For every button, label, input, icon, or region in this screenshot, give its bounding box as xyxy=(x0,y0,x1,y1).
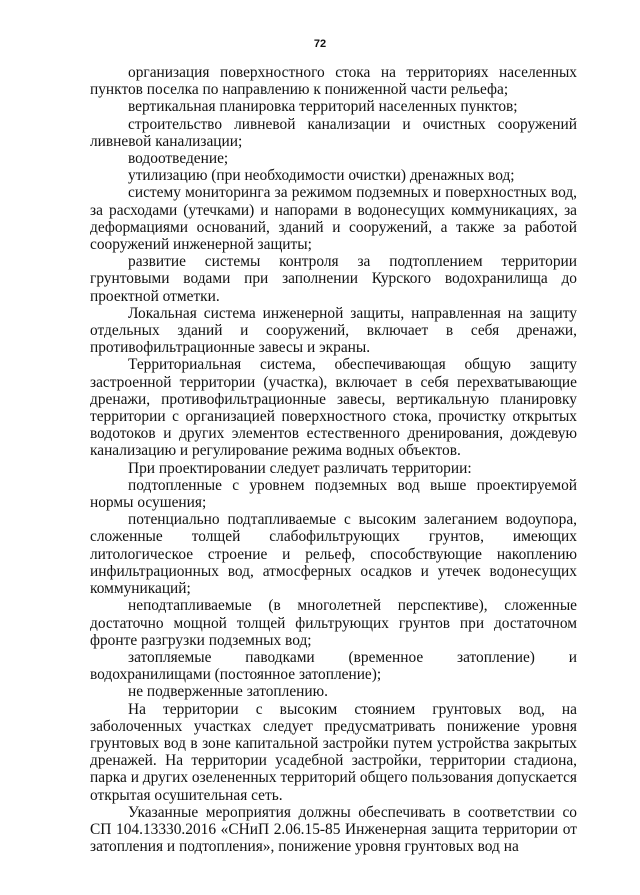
paragraph-4: водоотведение; xyxy=(128,150,229,168)
paragraph-8: Локальная система инженерной защиты, направленная на защиту отдельных зданий и сооружений, включает в себя дренажи, противофильтрационные завесы и экраны. xyxy=(90,304,577,357)
paragraph-5: утилизацию (при необходимости очистки) дренажных вод; xyxy=(128,167,515,185)
paragraph-14: затопляемые паводками (временное затопление) и водохранилищами (постоянное затопление); xyxy=(90,648,577,684)
paragraph-2: вертикальная планировка территорий населенных пунктов; xyxy=(128,98,518,116)
body-text xyxy=(90,64,577,855)
paragraph-15: не подверженные затоплению. xyxy=(128,683,328,701)
paragraph-1: организация поверхностного стока на территориях населенных пунктов поселка по направлению к пониженной части рельефа; xyxy=(90,64,577,99)
paragraph-16: На территории с высоким стоянием грунтовых вод, на заболоченных участках следует предусматривать понижение уровня грунтовых вод в зоне капитальной застройки путем устройства закрытых дренажей. На территории усадебной застройки, территории стадиона, парка и других озелененных территорий общего пользования допускается открытая осушительная сеть. xyxy=(90,700,577,804)
paragraph-10: При проектировании следует различать территории: xyxy=(128,459,472,477)
paragraph-7: развитие системы контроля за подтоплением территории грунтовыми водами при заполнении Курского водохранилища до проектной отметки. xyxy=(90,253,577,305)
paragraph-11: подтопленные с уровнем подземных вод выше проектируемой нормы осушения; xyxy=(90,476,577,512)
paragraph-3: строительство ливневой канализации и очистных сооружений ливневой канализации; xyxy=(90,115,577,150)
paragraph-17: Указанные мероприятия должны обеспечивать в соответствии со СП 104.13330.2016 «СНиП 2.06.15-85 Инженерная защита территории от затопления и подтопления», понижение уровня грунтовых вод на xyxy=(90,803,577,856)
paragraph-13: неподтапливаемые (в многолетней перспективе), сложенные достаточно мощной толщей фильтрующих грунтов при достаточном фронте разгрузки подземных вод; xyxy=(90,597,577,649)
page-number: 72 xyxy=(313,38,327,50)
paragraph-9: Территориальная система, обеспечивающая общую защиту застроенной территории (участка), включает в себя перехватывающие дренажи, противофильтрационные завесы, вертикальную планировку территории с организацией поверхностного стока, прочистку открытых водотоков и других элементов естественного дренирования, дождевую канализацию и регулирование режима водных объектов. xyxy=(90,356,577,460)
paragraph-12: потенциально подтапливаемые с высоким залеганием водоупора, сложенные толщей слабофильтрующих грунтов, имеющих литологическое строение и рельеф, способствующие накоплению инфильтрационных вод, атмосферных осадков и утечек водонесущих коммуникаций; xyxy=(90,511,577,598)
paragraph-6: систему мониторинга за режимом подземных и поверхностных вод, за расходами (утечками) и напорами в водонесущих коммуникациях, за деформациями оснований, зданий и сооружений, а также за работой сооружений инженерной защиты; xyxy=(90,184,577,254)
